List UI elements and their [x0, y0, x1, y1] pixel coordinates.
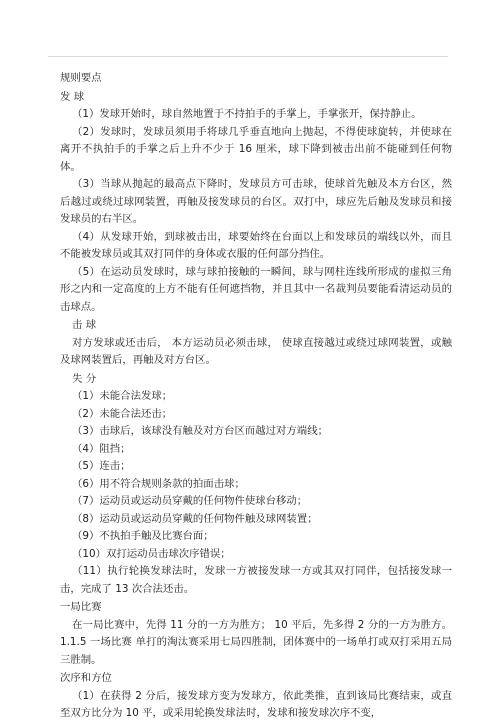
serve-rule-3: （3）当球从抛起的最高点下降时，发球员方可击球，使球首先触及本方台区，然后越过或绕过球网装置，再触及接发球员的台区。双打中，球应先后触及发球员和接发球员的右半区。 — [60, 178, 452, 225]
point-item-6: （6）用不符合规则条款的拍面击球； — [72, 477, 245, 490]
point-item-4: （4）阻挡； — [72, 442, 131, 455]
serve-rule-4: （4）从发球开始，到球被击出，球要始终在台面以上和发球员的端线以外，而且不能被发球员或其双打同伴的身体或衣服的任何部分挡住。 — [60, 230, 452, 260]
game-text: 在一局比赛中，先得 11 分的一方为胜方； 10 平后，先多得 2 分的一方为胜方。 1.1.5 一场比赛 单打的淘汰赛采用七局四胜制，团体赛中的一场单打或双打采用五局三胜制。 — [60, 618, 452, 666]
section-title: 规则要点 — [60, 72, 102, 84]
serve-rule-5: （5）在运动员发球时，球与球拍接触的一瞬间，球与网柱连线所形成的虚拟三角形之内和一定高度的上方不能有任何遮挡物，并且其中一名裁判员要能看清运动员的击球点。 — [60, 265, 452, 313]
point-item-5: （5）连击； — [72, 460, 131, 472]
point-item-1: （1）未能合法发球； — [72, 390, 173, 402]
serve-rule-1: （1）发球开始时，球自然地置于不持拍手的手掌上，手掌张开，保持静止。 — [72, 108, 422, 120]
return-text: 对方发球或还击后， 本方运动员必须击球， 使球直接越过或绕过球网装置，或触及球网装置后，再触及对方台区。 — [60, 336, 452, 366]
heading-order: 次序和方位 — [60, 672, 112, 684]
heading-point: 失 分 — [72, 372, 97, 385]
point-item-10: （10）双打运动员击球次序错误； — [72, 547, 231, 560]
point-item-3: （3）击球后，该球没有触及对方台区而越过对方端线； — [72, 425, 328, 437]
point-item-11: （11）执行轮换发球法时，发球一方被接发球一方或其双打同伴，包括接发球一击，完成了 13 次合法还击。 — [60, 565, 452, 595]
point-item-9: （9）不执拍手触及比赛台面； — [72, 530, 214, 542]
heading-serve: 发 球 — [60, 90, 85, 103]
heading-game: 一局比赛 — [60, 601, 102, 613]
header-rule — [48, 56, 448, 57]
point-item-7: （7）运动员或运动员穿戴的任何物件使球台移动； — [72, 495, 308, 507]
serve-rule-2: （2）发球时，发球员须用手将球几乎垂直地向上抛起，不得使球旋转，并使球在离开不执拍手的手掌之后上升不少于 16 厘米，球下降到被击出前不能碰到任何物体。 — [60, 125, 452, 173]
document-body — [60, 70, 452, 723]
order-text: （1）在获得 2 分后，接发球方变为发球方，依此类推，直到该局比赛结束，或直至双方比分为 10 平，或采用轮换发球法时，发球和接发球次序不变， — [60, 689, 452, 719]
heading-return: 击 球 — [72, 319, 97, 331]
point-item-2: （2）未能合法还击； — [72, 407, 173, 420]
point-item-8: （8）运动员或运动员穿戴的任何物件触及球网装置； — [72, 512, 318, 525]
